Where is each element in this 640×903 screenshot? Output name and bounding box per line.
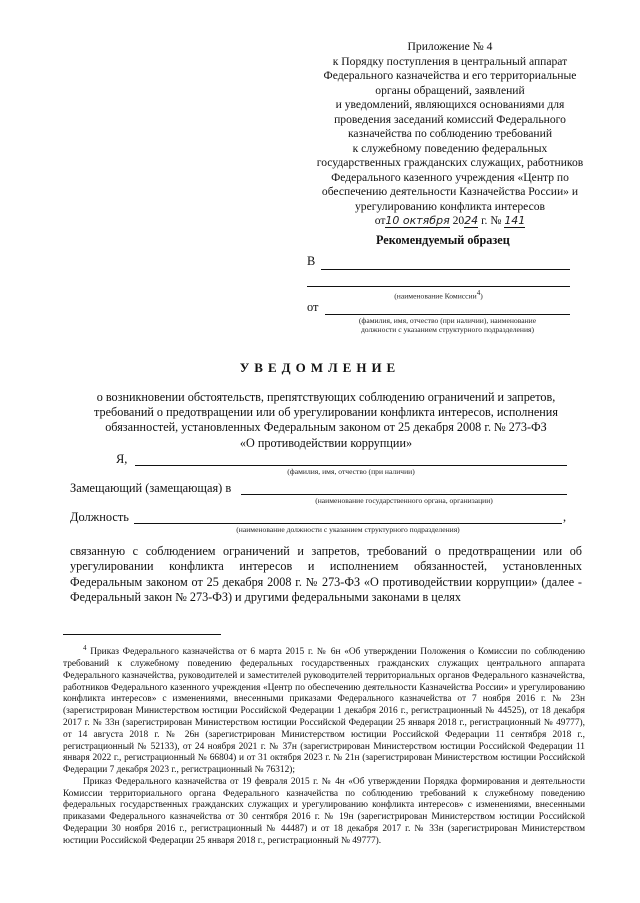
appendix-line: и уведомлений, являющихся основаниями для bbox=[335, 98, 565, 111]
footnote-mark: 4 bbox=[476, 289, 481, 297]
i-prefix: Я, bbox=[116, 452, 128, 466]
to-caption bbox=[307, 289, 570, 301]
i-caption: (фамилия, имя, отчество (при наличии) bbox=[287, 467, 415, 476]
appendix-line: проведения заседаний комиссий Федерального bbox=[334, 112, 566, 126]
sample-label: Рекомендуемый образец bbox=[376, 233, 510, 247]
appendix-header bbox=[290, 40, 610, 229]
appendix-line: к Порядку поступления в центральный аппарат bbox=[332, 54, 568, 68]
to-prefix: В bbox=[307, 254, 316, 268]
handwritten-year: 24 bbox=[464, 214, 479, 227]
from-caption-line2: должности с указанием структурного подразделения) bbox=[360, 325, 535, 334]
appendix-date-line bbox=[290, 214, 610, 229]
subject-line: обязанностей, установленных Федеральным законом от 25 декабря 2008 г. № 273-ФЗ bbox=[105, 420, 547, 435]
footnotes bbox=[63, 643, 585, 848]
from-caption-line1: (фамилия, имя, отчество (при наличии), наименование bbox=[358, 316, 537, 325]
position-prefix: Должность bbox=[70, 510, 129, 524]
appendix-line: Федерального казенного учреждения «Центр по bbox=[331, 170, 569, 184]
to-line-2 bbox=[307, 286, 570, 287]
body-paragraph: связанную с соблюдением ограничений и запретов, требований о предотвращении или об урегулировании конфликта интересов и исполнением обязанностей, установленных Федеральным законом от 25 декабря 2008 г. № 273-ФЗ «О противодействии коррупции» (далее - Федеральный закон № 273-ФЗ) и другими федеральными законами в целях bbox=[70, 544, 582, 605]
appendix-line: казначейства по соблюдению требований bbox=[347, 127, 553, 140]
year-prefix: 20 bbox=[452, 214, 465, 227]
date-prefix: от bbox=[374, 214, 386, 227]
handwritten-date: 10 октября bbox=[385, 214, 450, 227]
footnote-1 bbox=[63, 643, 585, 777]
footnote-text-2: Приказ Федерального казначейства от 19 февраля 2015 г. № 4н «Об утверждении Порядка формирования и деятельности Комиссии территориального органа Федерального казначейства по соблюдению требований к служебному поведению федеральных государственных гражданских служащих и урегулированию конфликта интересов» с изменениями, внесенными приказами Федерального казначейства от 30 сентября 2016 г. № 19н (зарегистрирован Министерством юстиции Российской Федерации 30 ноября 2016 г., регистрационный № 44487) и от 18 декабря 2017 г. № 33н (зарегистрирован Министерством юстиции Российской Федерации 25 января 2018 г., регистрационный № 49777). bbox=[63, 776, 585, 846]
appendix-line: органы обращений, заявлений bbox=[375, 83, 525, 97]
i-name-line bbox=[135, 465, 567, 466]
from-line bbox=[325, 314, 570, 315]
footnote-2 bbox=[63, 777, 585, 848]
from-caption bbox=[325, 316, 570, 334]
organization-caption: (наименование государственного органа, организации) bbox=[315, 496, 493, 505]
number-prefix: г. № bbox=[481, 214, 502, 227]
subject-line: требований о предотвращении или об урегулировании конфликта интересов, исполнения bbox=[94, 405, 558, 420]
notice-subject bbox=[70, 390, 582, 451]
document-title: УВЕДОМЛЕНИЕ bbox=[239, 360, 401, 375]
to-line-1 bbox=[321, 269, 570, 270]
position-line bbox=[134, 523, 562, 524]
footnote-number: 4 bbox=[83, 644, 87, 652]
appendix-line: обеспечению деятельности Казначейства России» и bbox=[321, 185, 579, 198]
handwritten-number: 141 bbox=[504, 214, 526, 227]
to-caption-end: ) bbox=[480, 291, 483, 301]
footnote-divider bbox=[63, 634, 221, 635]
position-caption: (наименование должности с указанием структурного подразделения) bbox=[236, 525, 460, 534]
appendix-line: урегулированию конфликта интересов bbox=[354, 199, 546, 213]
appendix-line: Приложение № 4 bbox=[407, 40, 493, 53]
appendix-line: государственных гражданских служащих, работников bbox=[316, 156, 584, 169]
position-end: , bbox=[563, 510, 567, 524]
subject-line: о возникновении обстоятельств, препятствующих соблюдению ограничений и запретов, bbox=[96, 390, 556, 404]
to-caption-text: (наименование Комиссии bbox=[394, 291, 477, 301]
organization-line bbox=[241, 494, 567, 495]
from-prefix: от bbox=[307, 300, 319, 314]
appendix-line: Федерального казначейства и его территориальные bbox=[323, 69, 577, 82]
subject-line: «О противодействии коррупции» bbox=[239, 435, 413, 450]
position-holder-prefix: Замещающий (замещающая) в bbox=[70, 481, 232, 495]
footnote-text-1: Приказ Федерального казначейства от 6 марта 2015 г. № 6н «Об утверждении Положения о Комиссии по соблюдению требований к служебному поведению федеральных государственных гражданских служащих центрального аппарата Федерального казначейства, руководителей и заместителей руководителей территориальных органов Федерального казначейства, работников Федерального казенного учреждения «Центр по обеспечению деятельности Казначейства России» и урегулированию конфликта интересов» с изменениями, внесенными приказами Федерального казначейства от 7 ноября 2016 г. № 23н (зарегистрирован Министерством юстиции Российской Федерации 1 декабря 2016 г., регистрационный № 44525), от 18 декабря 2017 г. № 33н (зарегистрирован Министерством юстиции Российской Федерации 25 января 2018 г., регистрационный № 49777), от 14 августа 2018 г. № 26н (зарегистрирован Министерством юстиции Российской Федерации 11 сентября 2018 г., регистрационный № 52133), от 24 ноября 2021 г. № 37н (зарегистрирован Министерством юстиции Российской Федерации 11 января 2022 г., регистрационный № 66804) и от 31 октября 2023 г. № 21н (зарегистрирован Министерством юстиции Российской Федерации 7 декабря 2023 г., регистрационный № 76312); bbox=[63, 647, 586, 776]
appendix-line: к служебному поведению федеральных bbox=[352, 141, 548, 155]
